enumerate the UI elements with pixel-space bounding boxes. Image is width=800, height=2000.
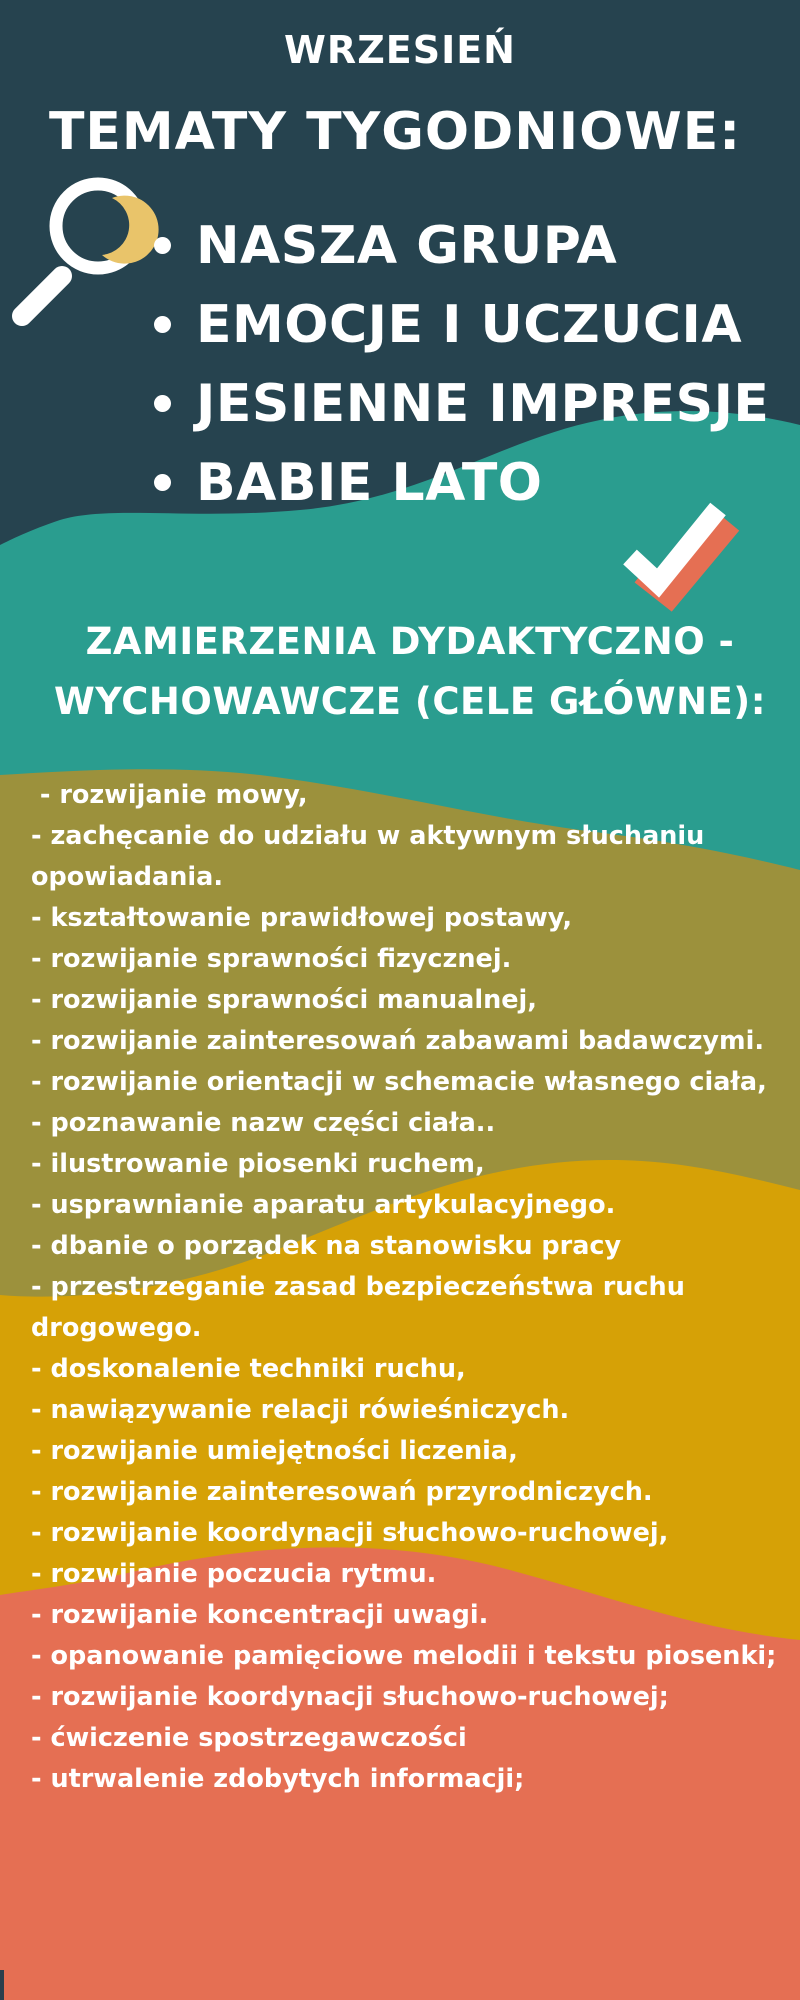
topic-item	[150, 212, 769, 291]
goal-line: - rozwijanie umiejętności liczenia,	[31, 1436, 518, 1466]
goal-line: - rozwijanie mowy,	[31, 780, 308, 810]
month-title: WRZESIEŃ	[284, 28, 516, 72]
goal-line: - rozwijanie koordynacji słuchowo-ruchowej,	[31, 1518, 669, 1548]
goal-line: - rozwijanie orientacji w schemacie własnego ciała,	[31, 1067, 767, 1097]
topic-label: NASZA GRUPA	[196, 216, 618, 276]
weekly-topics-list	[150, 212, 769, 528]
bullet-dot	[154, 474, 171, 491]
goals-list	[31, 775, 776, 1800]
goal-line: - ilustrowanie piosenki ruchem,	[31, 1149, 485, 1179]
topic-item	[150, 291, 769, 370]
checkmark-icon	[620, 495, 740, 625]
magnifying-glass-icon	[0, 168, 160, 338]
goal-line: - kształtowanie prawidłowej postawy,	[31, 903, 573, 933]
goal-line: - opanowanie pamięciowe melodii i tekstu piosenki;	[31, 1641, 777, 1671]
goal-line: opowiadania.	[31, 862, 224, 892]
weekly-topics-heading: TEMATY TYGODNIOWE:	[48, 102, 742, 162]
goal-line: - poznawanie nazw części ciała..	[31, 1108, 496, 1138]
topic-label: JESIENNE IMPRESJE	[196, 374, 770, 434]
goal-line: drogowego.	[31, 1313, 202, 1343]
goal-line: - rozwijanie koncentracji uwagi.	[31, 1600, 489, 1630]
goal-line: - dbanie o porządek na stanowisku pracy	[31, 1231, 622, 1261]
goals-heading: ZAMIERZENIA DYDAKTYCZNO - WYCHOWAWCZE (CELE GŁÓWNE):	[53, 620, 767, 723]
topic-item	[150, 370, 769, 449]
bullet-dot	[154, 316, 171, 333]
goal-line: - rozwijanie zainteresowań zabawami badawczymi.	[31, 1026, 765, 1056]
bullet-dot	[154, 237, 171, 254]
topic-label: EMOCJE I UCZUCIA	[196, 295, 743, 355]
goal-line: - rozwijanie koordynacji słuchowo-ruchowej;	[31, 1682, 669, 1712]
goal-line: - zachęcanie do udziału w aktywnym słuchaniu	[31, 821, 705, 851]
goal-line: - rozwijanie sprawności manualnej,	[31, 985, 537, 1015]
goal-line: - utrwalenie zdobytych informacji;	[31, 1764, 525, 1794]
goal-line: - ćwiczenie spostrzegawczości	[31, 1723, 467, 1753]
goal-line: - usprawnianie aparatu artykulacyjnego.	[31, 1190, 616, 1220]
bullet-dot	[154, 395, 171, 412]
topic-label: BABIE LATO	[196, 453, 543, 513]
goal-line: - rozwijanie zainteresowań przyrodniczych.	[31, 1477, 653, 1507]
goal-line: - przestrzeganie zasad bezpieczeństwa ruchu	[31, 1272, 685, 1302]
goal-line: - nawiązywanie relacji rówieśniczych.	[31, 1395, 570, 1425]
goal-line: - doskonalenie techniki ruchu,	[31, 1354, 466, 1384]
goal-line: - rozwijanie sprawności fizycznej.	[31, 944, 512, 974]
goal-line: - rozwijanie poczucia rytmu.	[31, 1559, 437, 1589]
corner-mark	[0, 1970, 4, 2000]
